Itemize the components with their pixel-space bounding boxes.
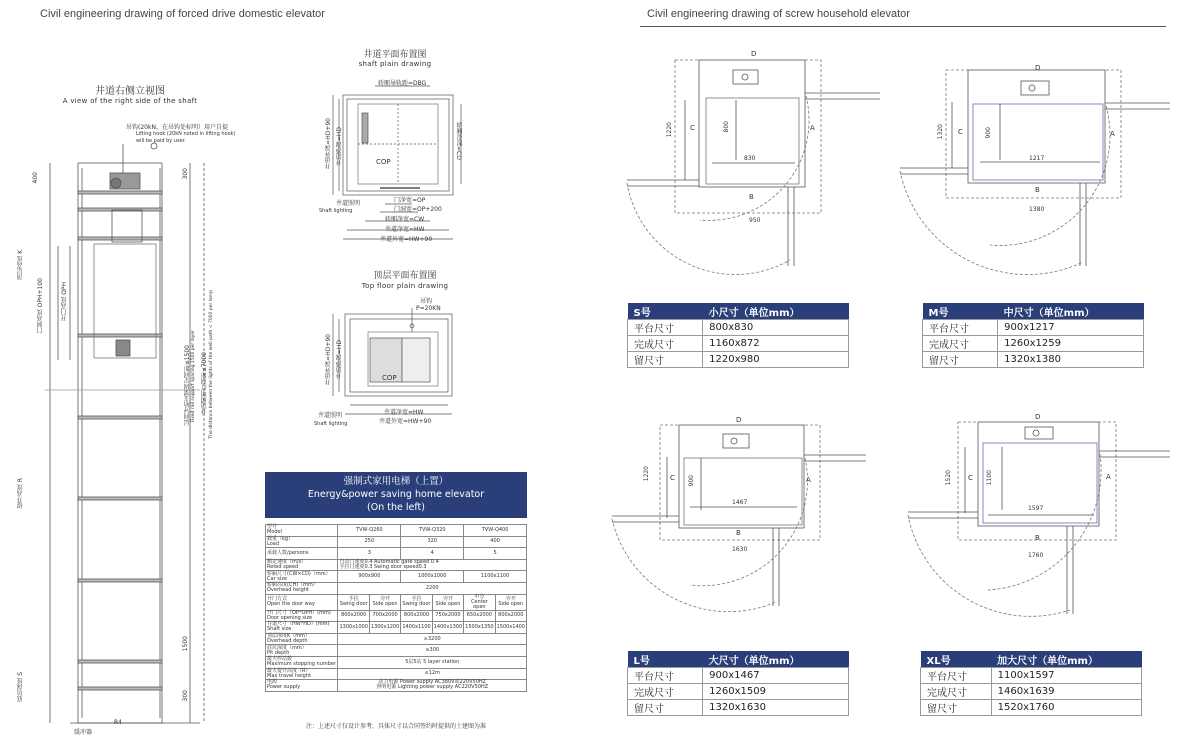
plan-m-width1: 1217 [1029, 155, 1045, 162]
rule-light-en: The distance between the lights of the well path < 7000 per lamp [209, 290, 214, 439]
table-row: 轿厢尺寸(CW×CD)（mm） Car size 900x900 1000x1000 1100x1100 [266, 571, 527, 583]
plan-xl-depth2: 1100 [986, 470, 993, 486]
table-row: 留尺寸 1520x1760 [921, 700, 1142, 716]
size-table-m-code: M号 [923, 303, 998, 320]
table-row: 留尺寸 1320x1380 [923, 352, 1144, 368]
plan-s [627, 60, 880, 274]
plan-m [900, 70, 1170, 275]
dim-1500: 1500 [182, 636, 189, 652]
hook-note-cn: 吊钩(20kN，在吊钩处标明）用户自提 [126, 124, 228, 131]
shaft-cop: COP [376, 158, 391, 166]
table-row: 载重（kg） Load 250 320 400 [266, 536, 527, 548]
plan-s-label-b: B [749, 193, 754, 201]
shaft-light-cn: 井道照明 [336, 200, 361, 207]
table-row: 井道尺寸（HW*HD）(mm) Shaft size 1300x1000 1300x1200 1400x1100 1400x1300 1500x1350 1500x1400 [267, 621, 525, 633]
right-section-title: Civil engineering drawing of screw household elevator [647, 8, 910, 20]
table-row: 完成尺寸 1160x872 [628, 336, 849, 352]
dim-300-bottom: 300 [182, 690, 189, 702]
shaft-hd: 井道净深=HD [336, 127, 343, 166]
rule-rail-en: Fixed rail support spacing 1500 per layer [191, 330, 196, 423]
label-lift-height: 提升高度 R [17, 478, 24, 509]
top-hook-load: P=20KN [416, 305, 441, 312]
shaft-dbg: 轿厢导轨距=DBG [378, 80, 427, 87]
size-table-s-code: S号 [628, 303, 703, 320]
shaft-hw: 井道净宽=HW [385, 226, 425, 233]
shaft-cd: 轿厢净深=CD [455, 122, 462, 160]
shaft-op200: 门洞宽=OP+200 [394, 206, 442, 213]
top-floor-title-cn: 顶层平面布置图 [373, 271, 437, 281]
plan-s-label-d: D [751, 50, 757, 58]
table-row: 平台尺寸 900x1467 [628, 668, 849, 684]
table-row: 完成尺寸 1460x1639 [921, 684, 1142, 700]
size-table-xl-title: 加大尺寸（单位mm） [991, 651, 1141, 668]
dim-300-top: 300 [182, 168, 189, 180]
plan-m-depth1: 1320 [937, 124, 944, 140]
plan-l-label-d: D [736, 416, 742, 424]
top-cop: COP [382, 374, 397, 382]
table-row: 平台尺寸 900x1217 [923, 320, 1144, 336]
table-row: 完成尺寸 1260x1259 [923, 336, 1144, 352]
plan-l-width2: 1630 [732, 546, 748, 553]
energy-banner-en1: Energy&power saving home elevator [307, 489, 485, 500]
table-row: 最大提升高度（R） Max travel height ≤12m [266, 668, 527, 680]
energy-banner-en2: (On the left) [367, 502, 425, 513]
size-table-m [922, 303, 1144, 368]
left-section-title: Civil engineering drawing of forced drive domestic elevator [40, 8, 325, 20]
table-row: 开门尺寸（OP*OPH）(mm) Door opening size 800x2000 700x2000 800x2000 750x2000 650x2000 800x2000 [266, 610, 527, 622]
table-row: 底坑深度（mm） Pit depth ≥300 [266, 645, 527, 657]
plan-m-label-c: C [958, 128, 963, 136]
plan-xl-width2: 1760 [1028, 552, 1044, 559]
hook-note-en1: Lifting hook (20kN noted in lifting hook) [136, 131, 236, 137]
plan-s-width1: 830 [744, 155, 756, 162]
plan-xl-depth1: 1520 [945, 470, 952, 486]
table-row: 平台尺寸 800x830 [628, 320, 849, 336]
plan-xl-label-c: C [968, 474, 973, 482]
top-hw: 井道净宽=HW [384, 409, 424, 416]
rule-light-cn: 井道照明灯间距≤7000 [201, 352, 208, 415]
hook-note-en2: will be paid by user. [136, 138, 186, 144]
side-view-title-cn: 井道右侧立视图 [95, 86, 165, 97]
size-table-m-title: 中尺寸（单位mm） [998, 303, 1144, 320]
plan-xl-label-b: B [1035, 534, 1040, 542]
plan-m-width2: 1380 [1029, 206, 1045, 213]
size-table-s [627, 303, 849, 368]
table-row: 最大停站数 Maximum stopping number 5层5站 5 layer station [266, 656, 527, 668]
shaft-plain-title-cn: 井道平面布置图 [363, 50, 427, 60]
top-hd90: 井道外深=HD+90 [325, 334, 332, 385]
table-row: 额定速度（m/s） Reted speed 自动门速度0.4 Automatic gate speed 0.4 手拉门速度0.3 Swing door speed0.3 [266, 559, 527, 571]
size-table-l-title: 大尺寸（单位mm） [703, 651, 849, 668]
plan-l-label-a: A [806, 476, 811, 484]
label-r4: R4 [114, 719, 122, 726]
plan-s-label-c: C [690, 124, 695, 132]
shaft-plain-title-en: shaft plain drawing [358, 60, 432, 68]
plan-l-depth1: 1220 [643, 466, 650, 482]
label-pit-depth: 底坑深度 S [17, 672, 24, 702]
table-row: 顶层深度K（mm） Overhead depth ≥3200 [266, 633, 527, 645]
top-floor-title-en: Top floor plain drawing [361, 282, 449, 290]
plan-l-label-b: B [736, 529, 741, 537]
table-row: 轿厢高度(CH)（mm） Overhead height 2200 [266, 582, 527, 594]
top-hook: 吊钩 [420, 298, 433, 305]
dim-400: 400 [32, 172, 39, 184]
shaft-light-en: Shaft lighting [319, 208, 353, 214]
table-row: 完成尺寸 1260x1509 [628, 684, 849, 700]
size-table-l-code: L号 [628, 651, 703, 668]
top-hd: 井道净深=HD [336, 340, 343, 379]
plan-m-label-b: B [1035, 186, 1040, 194]
table-row: 电源 Power supply 动力电源 Power supply AC380V或220V50HZ 照明电源 Lighting power supply AC220V50HZ [266, 680, 527, 692]
plan-m-label-a: A [1110, 130, 1115, 138]
table-row: 平台尺寸 1100x1597 [921, 668, 1142, 684]
table-row: 开门方式 Open the door way 手拉 Swing door 旁开 Side open 手拉 Swing door 旁开 Side open 中分 Center open 旁开 Side open [266, 594, 527, 610]
shaft-hd90: 井道外深=HD+90 [325, 118, 332, 169]
plan-m-depth2: 900 [985, 127, 992, 139]
table-row: 型号 Model TVW-Q260 TVW-Q320 TVW-Q400 [266, 525, 527, 537]
plan-l [612, 425, 866, 612]
top-hw90: 井道外宽=HW+90 [379, 418, 432, 425]
size-table-l [627, 651, 849, 716]
table-row: 留尺寸 1220x980 [628, 352, 849, 368]
plan-xl-width1: 1597 [1028, 505, 1044, 512]
table-row: 承载人数/persons 3 4 5 [266, 548, 527, 560]
footnote: 注：上述尺寸仅设计参考，具体尺寸以合同签约时提供的土建图为准 [305, 723, 486, 730]
top-light-cn: 井道照明 [318, 412, 343, 419]
plan-l-label-c: C [670, 474, 675, 482]
label-top-height: 顶层高度 K [17, 250, 24, 280]
size-table-xl-code: XL号 [921, 651, 992, 668]
plan-s-width2: 950 [749, 217, 761, 224]
top-light-en: Shaft lighting [314, 421, 348, 427]
shaft-cw: 轿厢净宽=CW [385, 216, 425, 223]
plan-m-label-d: D [1035, 64, 1041, 72]
side-view-title-en: A view of the right side of the shaft [62, 97, 198, 105]
label-door-open-height: 开门高度 OPH [61, 282, 68, 321]
plan-xl [908, 422, 1170, 616]
energy-banner-cn: 强制式家用电梯（上置） [343, 476, 449, 487]
rule-rail-cn: 层间导轨支架固定间距≤1500 [184, 345, 191, 426]
size-table-xl [920, 651, 1142, 716]
plan-xl-label-a: A [1106, 473, 1111, 481]
plan-l-width1: 1467 [732, 499, 748, 506]
table-row: 留尺寸 1320x1630 [628, 700, 849, 716]
shaft-op: 门净宽=OP [394, 197, 426, 204]
plan-l-depth2: 900 [688, 475, 695, 487]
shaft-hw90: 井道外宽=HW+90 [380, 236, 433, 243]
label-door-hole-height: 门洞高度 OPH+100 [37, 278, 44, 334]
plan-xl-label-d: D [1035, 413, 1041, 421]
size-table-s-title: 小尺寸（单位mm） [703, 303, 849, 320]
plan-s-depth1: 1220 [666, 122, 673, 138]
plan-s-depth2: 800 [723, 121, 730, 133]
plan-s-label-a: A [810, 124, 815, 132]
label-buffer: 缓冲器 [74, 729, 93, 736]
